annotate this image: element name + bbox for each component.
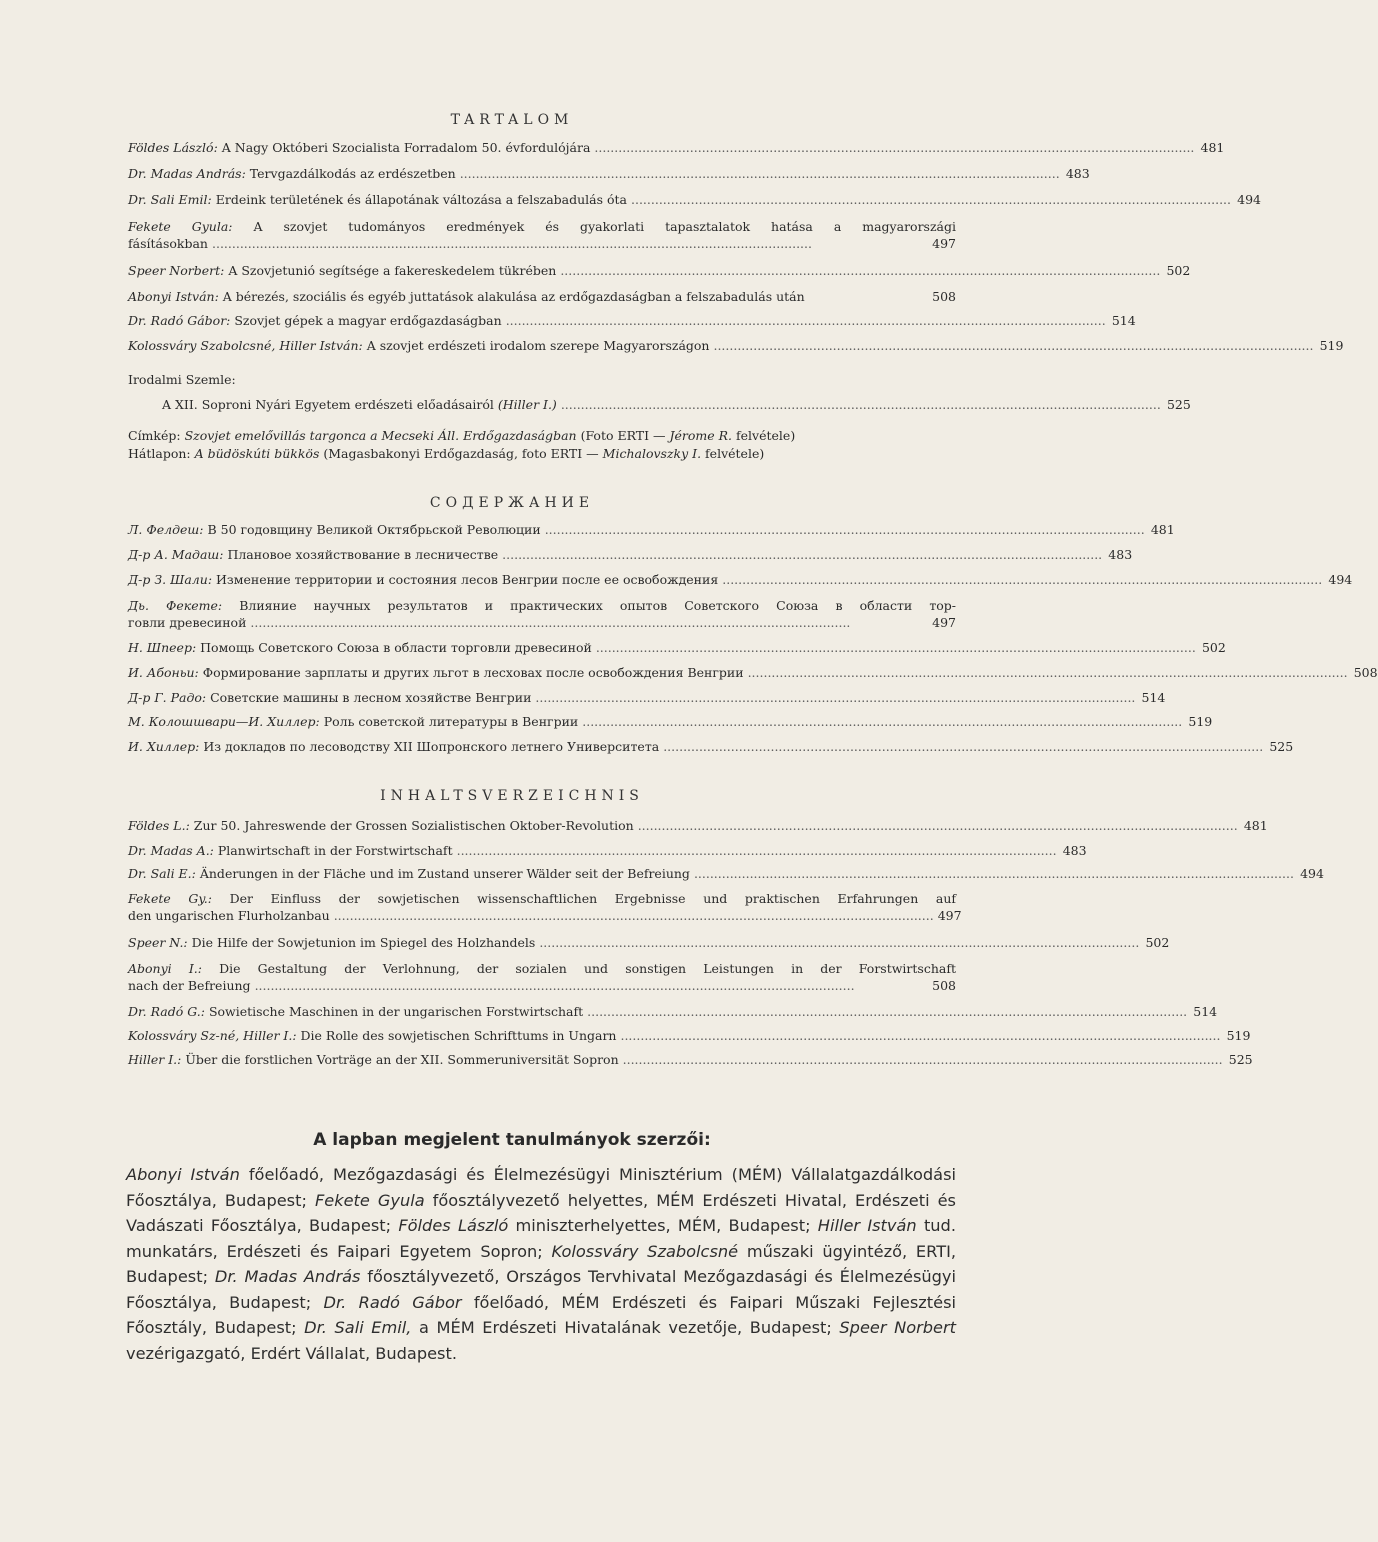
toc-entry: Kolossváry Sz-né, Hiller I.: Die Rolle des sowjetischen Schrifttums in Ungarn ....................................................................................................................................................... 519 — [128, 1028, 1251, 1043]
toc-entry: Dr. Sali E.: Änderungen in der Fläche und im Zustand unserer Wälder seit der Befreiung ....................................................................................................................................................... 494 — [128, 866, 1324, 881]
review-label: Irodalmi Szemle: — [128, 372, 236, 387]
author-desc: a MÉM Erdészeti Hivatalának vezetője, Budapest; — [411, 1318, 840, 1337]
author-name: Abonyi István — [126, 1165, 240, 1184]
page-number: 508 — [932, 289, 956, 304]
page-number: 494 — [1328, 572, 1353, 587]
page-number: 481 — [1243, 818, 1268, 833]
leader-dots: ....................................................................................................................................................... — [722, 572, 1323, 587]
section-heading-soderzhanie: СОДЕРЖАНИЕ — [429, 495, 595, 511]
toc-entry: Földes L.: Zur 50. Jahreswende der Grossen Sozialistischen Oktober-Revolution ....................................................................................................................................................... 481 — [128, 818, 1268, 833]
toc-entry: Földes László: A Nagy Októberi Szocialista Forradalom 50. évfordulójára ....................................................................................................................................................... 481 — [128, 140, 1225, 155]
page-number: 525 — [1269, 739, 1294, 754]
page-number: 481 — [1200, 140, 1225, 155]
author-name: Hiller István — [817, 1216, 917, 1235]
leader-dots: ....................................................................................................................................................... — [333, 908, 934, 923]
page-number: 525 — [1228, 1052, 1253, 1067]
toc-entry: Д-р Г. Радо: Советские машины в лесном хозяйстве Венгрии ....................................................................................................................................................... 514 — [128, 690, 1166, 705]
author-desc: főelőadó, Mezőgazdasági és Élelmezésügyi Minisztérium (MÉM) Vállalatgazdálkodási Főosztálya, Budapest; — [126, 1165, 956, 1210]
toc-entry: Speer N.: Die Hilfe der Sowjetunion im Spiegel des Holzhandels ....................................................................................................................................................... 502 — [128, 935, 1170, 950]
leader-dots: ....................................................................................................................................................... — [713, 338, 1314, 353]
toc-entry: Dr. Radó Gábor: Szovjet gépek a magyar erdőgazdaságban ....................................................................................................................................................... 514 — [128, 313, 1136, 328]
toc-entry: Kolossváry Szabolcsné, Hiller István: A szovjet erdészeti irodalom szerepe Magyarországon ....................................................................................................................................................... 519 — [128, 338, 1344, 353]
leader-dots: ....................................................................................................................................................... — [505, 313, 1106, 328]
toc-entry: Н. Шпеер: Помощь Советского Союза в области торговли древесиной ....................................................................................................................................................... 502 — [128, 640, 1226, 655]
toc-entry: Hiller I.: Über die forstlichen Vorträge an der XII. Sommeruniversität Sopron ....................................................................................................................................................... 525 — [128, 1052, 1253, 1067]
page-number: 494 — [1237, 192, 1261, 207]
toc-entry: Dr. Sali Emil: Erdeink területének és állapotának változása a felszabadulás óta ....................................................................................................................................................... 494 — [128, 192, 1261, 207]
author-name: Speer Norbert — [839, 1318, 956, 1337]
toc-entry: Dr. Madas András: Tervgazdálkodás az erdészetben ....................................................................................................................................................... 483 — [128, 166, 1090, 181]
toc-entry: Dr. Radó G.: Sowietische Maschinen in der ungarischen Forstwirtschaft ....................................................................................................................................................... 514 — [128, 1004, 1218, 1019]
leader-dots: ....................................................................................................................................................... — [747, 665, 1348, 680]
leader-dots: ....................................................................................................................................................... — [560, 397, 1161, 412]
leader-dots: ....................................................................................................................................................... — [622, 1052, 1223, 1067]
toc-entry: Speer Norbert: A Szovjetunió segítsége a fakereskedelem tükrében ....................................................................................................................................................... 502 — [128, 263, 1191, 278]
toc-entry: Л. Фелдеш: В 50 годовщину Великой Октябрьской Революции ....................................................................................................................................................... 481 — [128, 522, 1175, 537]
author-name: Dr. Madas András — [214, 1267, 361, 1286]
page-number: 483 — [1062, 843, 1087, 858]
page-number: 519 — [1226, 1028, 1251, 1043]
leader-dots: ....................................................................................................................................................... — [582, 714, 1183, 729]
page-number: 497 — [932, 615, 956, 630]
toc-entry: Abonyi I.: Die Gestaltung der Verlohnung, der sozialen und sonstigen Leistungen in der Forstwirtschaft nach der Befreiung ....................................................................................................................................................... 508 — [128, 961, 956, 993]
leader-dots: ....................................................................................................................................................... — [594, 140, 1195, 155]
page-number: 497 — [932, 236, 956, 251]
author-name: Kolossváry Szabolcsné — [551, 1241, 739, 1261]
leader-dots: ....................................................................................................................................................... — [459, 166, 1060, 181]
leader-dots: ....................................................................................................................................................... — [587, 1004, 1188, 1019]
back-cover-credit: Hátlapon: A büdöskúti bükkös (Magasbakonyi Erdőgazdaság, foto ERTI — Michalovszky I. felvétele) — [128, 446, 765, 461]
leader-dots: ....................................................................................................................................................... — [212, 236, 812, 251]
leader-dots: ....................................................................................................................................................... — [502, 547, 1103, 562]
page-number: 508 — [1353, 665, 1378, 680]
leader-dots: ....................................................................................................................................................... — [663, 739, 1264, 754]
page-number: 497 — [937, 908, 962, 923]
leader-dots: ....................................................................................................................................................... — [595, 640, 1196, 655]
page-number: 525 — [1166, 397, 1191, 412]
leader-dots: ....................................................................................................................................................... — [637, 818, 1238, 833]
leader-dots: ....................................................................................................................................................... — [693, 866, 1294, 881]
page-number: 483 — [1065, 166, 1090, 181]
toc-entry: Д-р З. Шали: Изменение территории и состояния лесов Венгрии после ее освобождения ....................................................................................................................................................... 494 — [128, 572, 1353, 587]
leader-dots: ....................................................................................................................................................... — [254, 978, 855, 993]
toc-entry: Dr. Madas A.: Planwirtschaft in der Forstwirtschaft ....................................................................................................................................................... 483 — [128, 843, 1087, 858]
author-name: Dr. Sali Emil, — [304, 1318, 412, 1337]
leader-dots: ....................................................................................................................................................... — [535, 690, 1136, 705]
page-number: 494 — [1300, 866, 1324, 881]
page-number: 508 — [932, 978, 956, 993]
leader-dots: ....................................................................................................................................................... — [539, 935, 1140, 950]
author-desc: műszaki ügyintéző, ERTI, Budapest; — [126, 1241, 956, 1286]
author-name: Dr. Radó Gábor — [323, 1292, 462, 1312]
toc-entry: Дь. Фекете: Влияние научных результатов и практических опытов Советского Союза в области тор- говли древесиной ....................................................................................................................................................... 497 — [128, 598, 956, 630]
toc-entry: Abonyi István: A bérezés, szociális és egyéb juttatások alakulása az erdőgazdaságban a felszabadulás után 508 — [128, 289, 956, 304]
toc-entry: Fekete Gy.: Der Einfluss der sowjetischen wissenschaftlichen Ergebnisse und praktischen Erfahrungen auf den ungarischen Flurholzanbau ....................................................................................................................................................... 497 — [128, 891, 962, 923]
author-name: Földes László — [398, 1216, 509, 1235]
page-number: 514 — [1193, 1004, 1218, 1019]
leader-dots: ....................................................................................................................................................... — [631, 192, 1231, 207]
section-heading-tartalom: TARTALOM — [450, 112, 574, 128]
author-desc: miniszterhelyettes, MÉM, Budapest; — [508, 1216, 818, 1235]
author-desc: főosztályvezető, Országos Tervhivatal Mezőgazdasági és Élelmezésügyi Főosztálya, Budapest; — [126, 1267, 956, 1312]
section-heading-inhaltsverzeichnis: INHALTSVERZEICHNIS — [380, 788, 644, 804]
page-number: 502 — [1145, 935, 1170, 950]
authors-title: A lapban megjelent tanulmányok szerzői: — [313, 1130, 711, 1150]
toc-entry: Fekete Gyula: A szovjet tudományos eredmények és gyakorlati tapasztalatok hatása a magyarországi fásításokban ....................................................................................................................................................... 497 — [128, 219, 956, 251]
leader-dots: ....................................................................................................................................................... — [250, 615, 851, 630]
author-desc: vezérigazgató, Erdért Vállalat, Budapest. — [126, 1343, 457, 1363]
page-number: 514 — [1141, 690, 1166, 705]
author-desc: főosztályvezető helyettes, MÉM Erdészeti Hivatal, Erdészeti és Vadászati Főosztálya, Budapest; — [126, 1190, 956, 1235]
leader-dots: ....................................................................................................................................................... — [456, 843, 1057, 858]
page-number: 519 — [1319, 338, 1344, 353]
page-number: 502 — [1166, 263, 1191, 278]
page-number: 502 — [1201, 640, 1226, 655]
author-name: Fekete Gyula — [314, 1190, 425, 1210]
authors-paragraph — [126, 1162, 956, 1366]
author-desc: főelőadó, MÉM Erdészeti és Faipari Műszaki Fejlesztési Főosztály, Budapest; — [126, 1292, 957, 1337]
toc-entry: И. Абоньи: Формирование зарплаты и других льгот в лесховах после освобождения Венгрии ....................................................................................................................................................... 508 — [128, 665, 1378, 680]
leader-dots: ....................................................................................................................................................... — [544, 522, 1145, 537]
page-number: 519 — [1188, 714, 1213, 729]
author-desc: tud. munkatárs, Erdészeti és Faipari Egyetem Sopron; — [126, 1216, 956, 1261]
leader-dots: ....................................................................................................................................................... — [560, 263, 1161, 278]
toc-entry: М. Колошшвари—И. Хиллер: Роль советской литературы в Венгрии ....................................................................................................................................................... 519 — [128, 714, 1213, 729]
page-number: 483 — [1108, 547, 1133, 562]
page-number: 514 — [1111, 313, 1136, 328]
leader-dots: ....................................................................................................................................................... — [620, 1028, 1221, 1043]
toc-entry: И. Хиллер: Из докладов по лесоводству XII Шопронского летнего Университета ....................................................................................................................................................... 525 — [128, 739, 1294, 754]
page-number: 481 — [1150, 522, 1175, 537]
toc-entry: A XII. Soproni Nyári Egyetem erdészeti előadásairól (Hiller I.) ....................................................................................................................................................... 525 — [162, 397, 1191, 412]
cover-credit: Címkép: Szovjet emelővillás targonca a Mecseki Áll. Erdőgazdaságban (Foto ERTI — Jérome R. felvétele) — [128, 428, 796, 443]
toc-entry: Д-р А. Мадаш: Плановое хозяйствование в лесничестве ....................................................................................................................................................... 483 — [128, 547, 1133, 562]
